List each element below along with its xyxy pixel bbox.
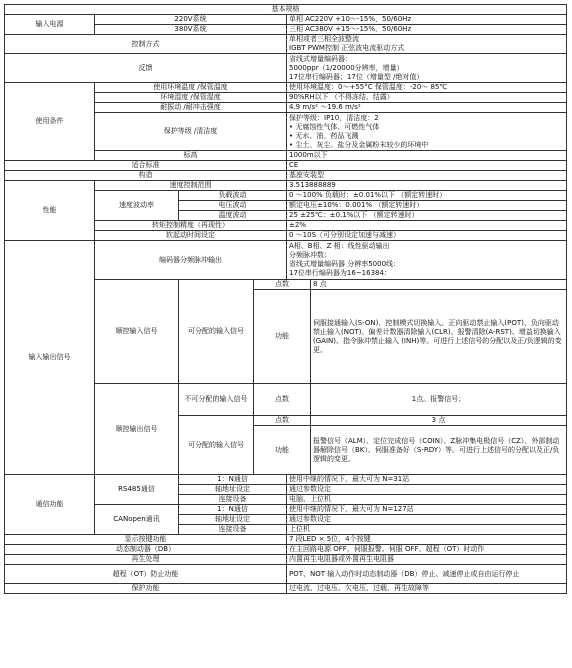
perf-soft-value: 0 ～10S（可分别设定加速与减速） xyxy=(287,231,567,241)
perf-label: 性能 xyxy=(5,181,95,241)
disp-value: 7 段LED × 5位，4个按键 xyxy=(287,535,567,545)
regen-value: 内置再生电阻器或外置再生电阻器 xyxy=(287,555,567,565)
io-out-points-value: 3 点 xyxy=(311,416,567,426)
io-in-points-label: 点数 xyxy=(254,280,311,290)
prot-line: • 无腐蚀性气体、可燃性气体 xyxy=(289,122,380,131)
usage-temp-label: 使用环境温度 /保管温度 xyxy=(95,83,287,93)
brake-value: 在主回路电源 OFF、伺服报警、伺服 OFF、超程（OT）时动作 xyxy=(287,545,567,555)
std-value: CE xyxy=(287,161,567,171)
power-220-value: 单相 AC220V +10～-15%，50/60Hz xyxy=(287,15,567,25)
protect-value: 过电流、过电压、欠电压、过载、再生故障等 xyxy=(287,584,567,594)
control-value xyxy=(287,35,567,54)
comm-rs-n1: 1：N通信 xyxy=(179,475,287,485)
control-label: 控制方式 xyxy=(5,35,287,54)
io-out-fixed-value: 1点。报警信号； xyxy=(311,384,567,416)
feedback-line: 省线式增量编码器： xyxy=(289,54,352,63)
regen-label: 再生处理 xyxy=(5,555,287,565)
protect-label: 保护功能 xyxy=(5,584,287,594)
usage-humid-label: 环境湿度 /保管湿度 xyxy=(95,93,287,103)
title-row xyxy=(5,5,567,15)
comm-rs-axis-value: 通过参数设定 xyxy=(287,485,567,495)
control-line: 单相或者三相全波整流 xyxy=(289,35,359,43)
enc-line: 17位串行编码器为16~16384： xyxy=(289,269,391,277)
io-enc-value xyxy=(287,241,567,280)
spec-table xyxy=(4,4,567,594)
io-out-points-label: 点数 xyxy=(254,416,311,426)
comm-can-n1: 1：N通信 xyxy=(179,505,287,515)
control-line: IGBT PWM控制 正弦波电流驱动方式 xyxy=(289,44,405,52)
usage-prot-label: 保护等级 /清洁度 xyxy=(95,113,287,151)
usage-humid-value: 90%RH以下 （不得冻结、结露） xyxy=(287,93,567,103)
ot-label: 超程（OT）防止功能 xyxy=(5,565,287,584)
io-in-assign: 可分配的输入信号 xyxy=(179,280,254,384)
enc-line: 省线式增量编码器 分辨率5000线： xyxy=(289,260,401,268)
feedback-label: 反馈 xyxy=(5,54,287,83)
perf-torque-value: ±2% xyxy=(287,221,567,231)
io-enc-label: 编码器分频脉冲输出 xyxy=(95,241,287,280)
perf-torque-label: 转矩控制精度（再现性） xyxy=(95,221,287,231)
io-out-func-value: 报警信号（ALM）、定位完成信号（COIN）、Z脉冲集电极信号（CZ）、外部制动器解除信号（BK）、伺服准备好（S-RDY）等。可进行上述信号的分配以及正/负逻辑的变更。 xyxy=(311,426,567,475)
enc-line: 分频脉冲数： xyxy=(289,251,331,259)
prot-line: 保护等级：IP10，清洁度：2 xyxy=(289,113,379,122)
power-380-value: 三相 AC380V +15～-15%，50/60Hz xyxy=(287,25,567,35)
io-out-fixed: 不可分配的输入信号 xyxy=(179,384,254,416)
comm-rs-dev-value: 电脑、上位机 xyxy=(287,495,567,505)
comm-rs-n1-value: 使用中继的情况下，最大可为 N=31站 xyxy=(287,475,567,485)
io-out-fixed-points: 点数 xyxy=(254,384,311,416)
perf-load-label: 负载波动 xyxy=(179,191,287,201)
io-in-func-value: 伺服接通输入(S-ON)、控制模式切换输入、正向驱动禁止输入(POT)、负向驱动禁止输入(NOT)、偏差计数器清除输入(CLR)、报警清除(A-RST)、增益切换输入(GAIN)、指令脉冲禁止输入 (INH)等。可进行上述信号的分配以及正/负逻辑的变更。 xyxy=(311,290,567,384)
perf-temp-label: 温度波动 xyxy=(179,211,287,221)
power-220-label: 220V系统 xyxy=(95,15,287,25)
comm-can: CANopen通讯 xyxy=(95,505,179,535)
table-title: 基本规格 xyxy=(5,5,567,15)
perf-load-value: 0 ～100% 负载时：±0.01%以下 （额定转速时） xyxy=(287,191,567,201)
comm-can-axis: 轴地址设定 xyxy=(179,515,287,525)
usage-temp-value: 使用环境温度：0～+55°C 保管温度：-20～ 85℃ xyxy=(287,83,567,93)
io-out-label: 顺控输出信号 xyxy=(95,384,179,475)
io-label: 输入输出信号 xyxy=(5,241,95,475)
usage-label: 使用条件 xyxy=(5,83,95,161)
usage-alt-value: 1000m以下 xyxy=(287,151,567,161)
io-out-func-label: 功能 xyxy=(254,426,311,475)
usage-vib-label: 耐振动 /耐冲击强度 xyxy=(95,103,287,113)
comm-can-axis-value: 通过参数设定 xyxy=(287,515,567,525)
perf-soft-label: 软起动时间设定 xyxy=(95,231,287,241)
usage-vib-value: 4.9 m/s² ～19.6 m/s² xyxy=(287,103,567,113)
comm-label: 通信功能 xyxy=(5,475,95,535)
brake-label: 动态制动器（DB） xyxy=(5,545,287,555)
prot-line: • 尘土、灰尘、盐分及金属粉末较少的环境中 xyxy=(289,140,429,149)
struct-value: 基座安装型 xyxy=(287,171,567,181)
comm-rs-axis: 轴地址设定 xyxy=(179,485,287,495)
power-label: 输入电源 xyxy=(5,15,95,35)
enc-line: A相、B相、Z 相：线性驱动输出 xyxy=(289,242,390,250)
feedback-line: 5000ppr（1/20000分辨率，增量） xyxy=(289,63,404,72)
perf-ratio-label: 速度波动率 xyxy=(95,191,179,221)
io-in-label: 顺控输入信号 xyxy=(95,280,179,384)
comm-rs485: RS485通信 xyxy=(95,475,179,505)
ot-value: POT、NOT 输入动作时动态制动器（DB）停止、减速停止或自由运行停止 xyxy=(287,565,567,584)
perf-temp-value: 25 ±25℃：±0.1%以下 （额定转速时） xyxy=(287,211,567,221)
io-out-assign: 可分配的输入信号 xyxy=(179,416,254,475)
perf-volt-label: 电压波动 xyxy=(179,201,287,211)
prot-line: • 无水、油、药品飞溅 xyxy=(289,131,359,140)
struct-label: 构造 xyxy=(5,171,287,181)
feedback-value xyxy=(287,54,567,83)
feedback-line: 17位串行编码器；17位（增量型 /绝对值） xyxy=(289,72,424,81)
comm-can-n1-value: 使用中继的情况下，最大可为 N=127站 xyxy=(287,505,567,515)
std-label: 适合标准 xyxy=(5,161,287,171)
power-380-label: 380V系统 xyxy=(95,25,287,35)
io-in-points-value: 8 点 xyxy=(311,280,567,290)
disp-label: 显示按键功能 xyxy=(5,535,287,545)
usage-prot-value xyxy=(287,113,567,151)
comm-can-dev-value: 上位机 xyxy=(287,525,567,535)
comm-rs-dev: 连接设备 xyxy=(179,495,287,505)
comm-can-dev: 连接设备 xyxy=(179,525,287,535)
usage-alt-label: 标高 xyxy=(95,151,287,161)
perf-volt-value: 额定电压±10%：0.001% （额定转速时） xyxy=(287,201,567,211)
perf-range-value: 3.513888889 xyxy=(287,181,567,191)
io-in-func-label: 功能 xyxy=(254,290,311,384)
perf-range-label: 速度控制范围 xyxy=(95,181,287,191)
